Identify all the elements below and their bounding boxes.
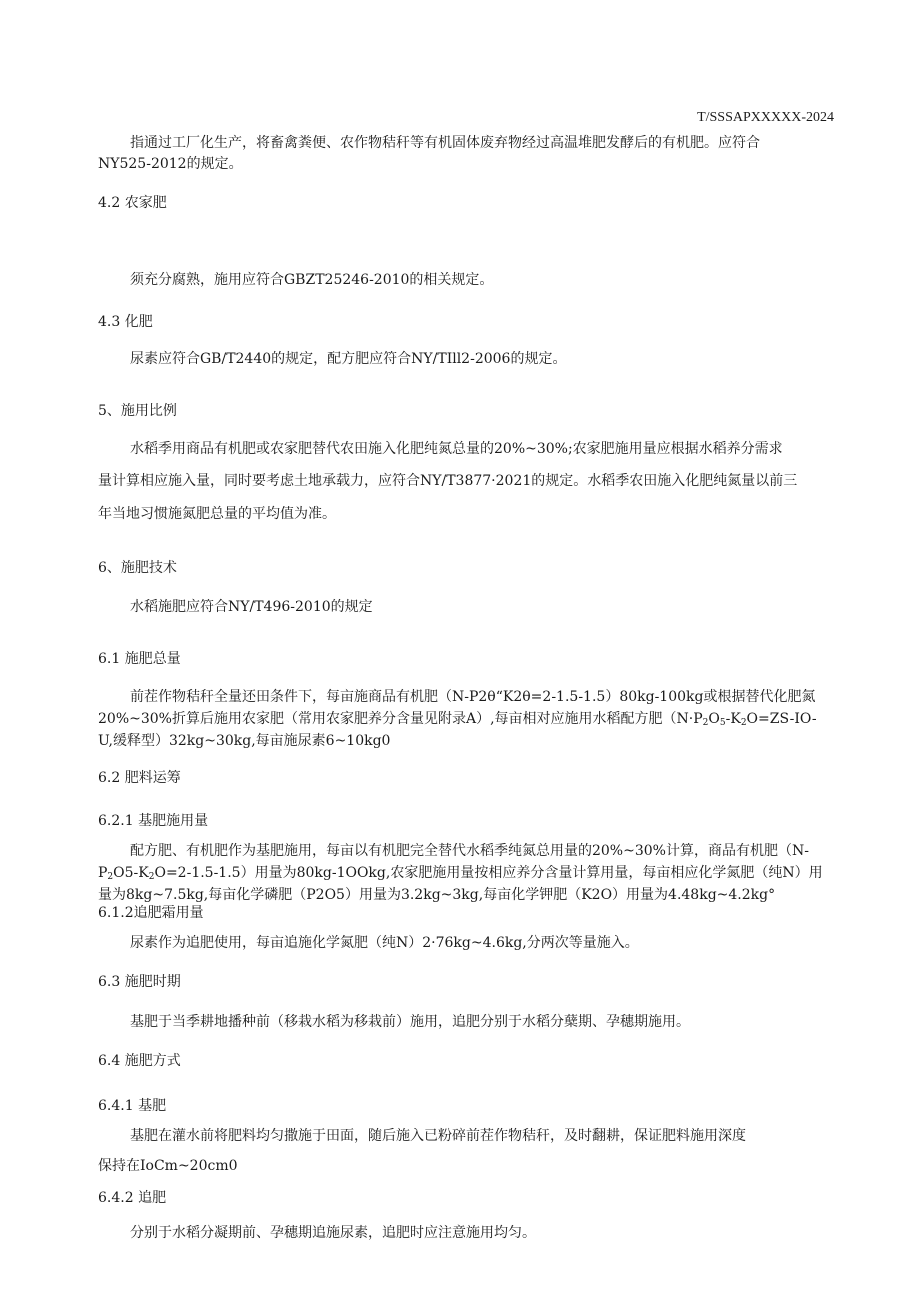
body-text-line: 年当地习惯施氮肥总量的平均值为准。 — [98, 506, 336, 522]
body-text-line: 基肥在灌水前将肥料均匀撒施于田面，随后施入已粉碎前茬作物秸秆，及时翻耕，保证肥料施用深度 — [130, 1128, 746, 1144]
body-text-line: 配方肥、有机肥作为基肥施用，每亩以有机肥完全替代水稻季纯氮总用量的20%~30%计算，商品有机肥（N- — [130, 843, 809, 859]
section-heading-6-4: 6.4 施肥方式 — [98, 1053, 181, 1069]
section-heading-6-4-1: 6.4.1 基肥 — [98, 1098, 167, 1114]
section-heading-4-2: 4.2 农家肥 — [98, 195, 167, 211]
section-heading-4-3: 4.3 化肥 — [98, 314, 153, 330]
body-text-line: 水稻施肥应符合NY/T496-2010的规定 — [130, 599, 373, 615]
section-heading-6: 6、施肥技术 — [98, 560, 177, 576]
section-heading-6-2-1: 6.2.1 基肥施用量 — [98, 813, 209, 829]
section-heading-6-4-2: 6.4.2 追肥 — [98, 1190, 167, 1206]
section-heading-6-1-2: 6.1.2追肥霜用量 — [98, 905, 204, 921]
body-text-line: 量计算相应施入量，同时要考虑土地承载力，应符合NY/T3877·2021的规定。水稻季农田施入化肥纯氮量以前三 — [98, 473, 798, 489]
section-heading-6-3: 6.3 施肥时期 — [98, 974, 181, 990]
body-text-line: 前茬作物秸秆全量还田条件下，每亩施商品有机肥（N-P2θ“K2θ=2-1.5-1.5）80kg-100kg或根据替代化肥氮 — [130, 689, 816, 705]
body-text-line: 20%~30%折算后施用农家肥（常用农家肥养分含量见附录A）,每亩相对应施用水稻配方肥（$N\cdot P_2O_5-K_2O=ZS-IO-$ — [98, 711, 817, 728]
body-text-line: 分别于水稻分凝期前、孕穗期追施尿素，追肥时应注意施用均匀。 — [130, 1225, 536, 1241]
section-heading-6-1: 6.1 施肥总量 — [98, 651, 181, 667]
body-text-line: 须充分腐熟，施用应符合GBZT25246-2010的相关规定。 — [130, 272, 494, 288]
body-text-line: 指通过工厂化生产，将畜禽粪便、农作物秸秆等有机固体废弃物经过高温堆肥发酵后的有机肥。应符合 — [130, 135, 760, 151]
body-text-line: 尿素作为追肥使用，每亩追施化学氮肥（纯N）2·76kg~4.6kg,分两次等量施入。 — [130, 935, 639, 951]
body-text-line: $P_2O5-K_2O=2-1.5-1.5$）用量为80kg-1OOkg,农家肥施用量按相应养分含量计算用量，每亩相应化学氮肥（纯N）用 — [98, 865, 823, 882]
body-text-line: NY525-2012的规定。 — [98, 156, 243, 172]
body-text-line: 尿素应符合GB/T2440的规定，配方肥应符合NY/TIll2-2006的规定。 — [130, 351, 567, 367]
body-text-line: U,缓释型）32kg~30kg,每亩施尿素6~10kg0 — [98, 733, 391, 749]
body-text-line: 量为8kg~7.5kg,每亩化学磷肥（P2O5）用量为3.2kg~3kg,每亩化学钾肥（K2O）用量为4.48kg~4.2kg° — [98, 887, 776, 903]
section-heading-6-2: 6.2 肥料运筹 — [98, 770, 181, 786]
body-text-line: 水稻季用商品有机肥或农家肥替代农田施入化肥纯氮总量的20%~30%;农家肥施用量应根据水稻养分需求 — [130, 441, 783, 457]
body-text-line: 基肥于当季耕地播种前（移栽水稻为移栽前）施用，追肥分别于水稻分蘖期、孕穗期施用。 — [130, 1014, 690, 1030]
body-text-line: 保持在IoCm~20cm0 — [98, 1158, 238, 1174]
document-code: T/SSSAPXXXXX-2024 — [697, 110, 834, 125]
section-heading-5: 5、施用比例 — [98, 403, 177, 419]
